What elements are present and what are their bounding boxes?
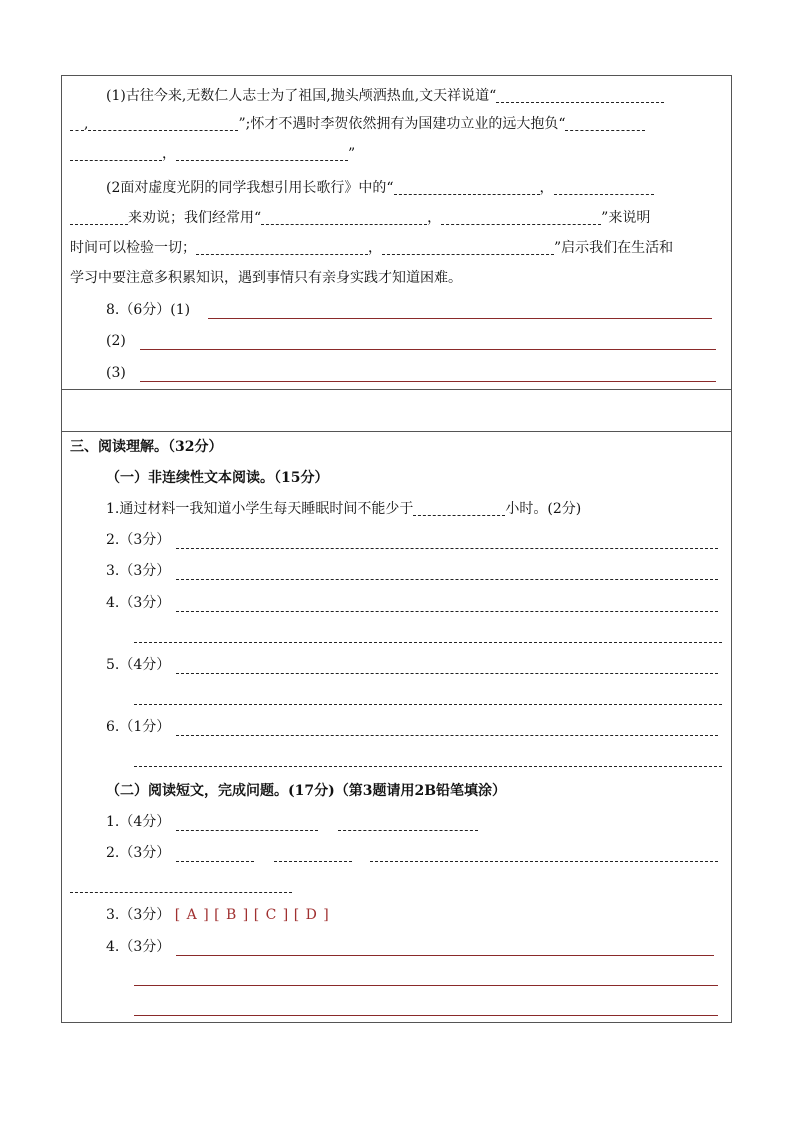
p1-q6-answer-line-2[interactable] <box>134 766 722 767</box>
p1-q3-label: 3.（3分） <box>106 563 171 579</box>
p2-q1-answer-line-a[interactable] <box>176 830 318 831</box>
p2-q1-answer-line-b[interactable] <box>338 830 478 831</box>
q8-1-answer-line[interactable] <box>208 318 712 319</box>
answer-blank[interactable] <box>261 208 427 225</box>
p1-q4-answer-line-2[interactable] <box>134 642 722 643</box>
answer-blank[interactable] <box>196 238 368 255</box>
part2-title: （二）阅读短文，完成问题。(17分)（第3题请用2B铅笔填涂） <box>106 783 507 799</box>
answer-blank[interactable] <box>394 178 540 195</box>
p1-q5-answer-line-2[interactable] <box>134 704 722 705</box>
p2-q2-answer-line-a[interactable] <box>176 861 254 862</box>
q8-3-answer-line[interactable] <box>140 381 716 382</box>
q8-2-answer-line[interactable] <box>140 349 716 350</box>
answer-blank[interactable] <box>88 114 238 131</box>
p1-q4-label: 4.（3分） <box>106 595 171 611</box>
q7-part1-line3: ， ” <box>70 144 355 164</box>
q7-part2-line3: 时间可以检验一切； ， ”启示我们在生活和 <box>70 240 674 256</box>
answer-blank[interactable] <box>496 86 664 103</box>
q7-part2-line2: 来劝说；我们经常用“ ， ”来说明 <box>70 208 650 228</box>
section3-title: 三、阅读理解。（32分） <box>70 439 223 455</box>
answer-blank[interactable] <box>70 208 128 225</box>
p2-q2-answer-line-d[interactable] <box>70 892 292 893</box>
option-c[interactable]: [ C ] <box>253 907 290 923</box>
part1-title: （一）非连续性文本阅读。（15分） <box>106 470 329 486</box>
p2-q4-answer-line-3[interactable] <box>134 1015 718 1016</box>
answer-blank[interactable] <box>441 208 601 225</box>
p2-q4-answer-line[interactable] <box>176 955 714 956</box>
answer-blank[interactable] <box>382 238 554 255</box>
answer-blank[interactable] <box>565 114 645 131</box>
section-reading <box>62 432 731 1022</box>
answer-sheet <box>61 75 732 1023</box>
q7-part2-line1: (2面对虚度光阴的同学我想引用长歌行》中的“ ， <box>106 178 654 198</box>
p1-q2-answer-line[interactable] <box>176 548 718 549</box>
p1-q5-answer-line[interactable] <box>176 673 718 674</box>
answer-blank[interactable] <box>70 144 162 161</box>
p2-q4-answer-line-2[interactable] <box>134 985 718 986</box>
p2-q2-answer-line-c[interactable] <box>370 861 718 862</box>
answer-blank[interactable] <box>70 114 84 131</box>
q8-sub3-label: (3) <box>106 365 126 381</box>
p2-q2-answer-line-b[interactable] <box>274 861 352 862</box>
p1-q4-answer-line[interactable] <box>176 611 718 612</box>
p1-q1: 1.通过材料一我知道小学生每天睡眠时间不能少于 小时。(2分) <box>106 501 582 517</box>
answer-blank[interactable] <box>176 144 348 161</box>
section-q7-q8 <box>62 76 731 390</box>
answer-blank[interactable] <box>413 499 505 516</box>
p1-q5-label: 5.（4分） <box>106 657 171 673</box>
p2-q2-label: 2.（3分） <box>106 845 171 861</box>
answer-blank[interactable] <box>554 178 654 195</box>
q7-part1-line1: (1)古往今来,无数仁人志士为了祖国,抛头颅洒热血,文天祥说道“ <box>106 86 664 106</box>
empty-row <box>62 389 731 432</box>
p2-q1-label: 1.（4分） <box>106 814 171 830</box>
q7-part2-line4: 学习中要注意多积累知识，遇到事情只有亲身实践才知道困难。 <box>70 270 462 286</box>
q7-part1-line2: , ”;怀才不遇时李贺依然拥有为国建功立业的远大抱负“ <box>70 114 645 134</box>
p1-q3-answer-line[interactable] <box>176 579 718 580</box>
option-b[interactable]: [ B ] <box>214 907 250 923</box>
p1-q6-answer-line[interactable] <box>176 735 718 736</box>
p1-q6-label: 6.（1分） <box>106 719 171 735</box>
option-d[interactable]: [ D ] <box>293 907 330 923</box>
p2-q4-label: 4.（3分） <box>106 939 171 955</box>
p1-q2-label: 2.（3分） <box>106 532 171 548</box>
q8-sub2-label: (2) <box>106 333 126 349</box>
option-a[interactable]: [ A ] <box>174 907 210 923</box>
p2-q3: 3.（3分） [ A ] [ B ] [ C ] [ D ] <box>106 907 330 923</box>
q8-label: 8.（6分）(1) <box>106 302 191 318</box>
